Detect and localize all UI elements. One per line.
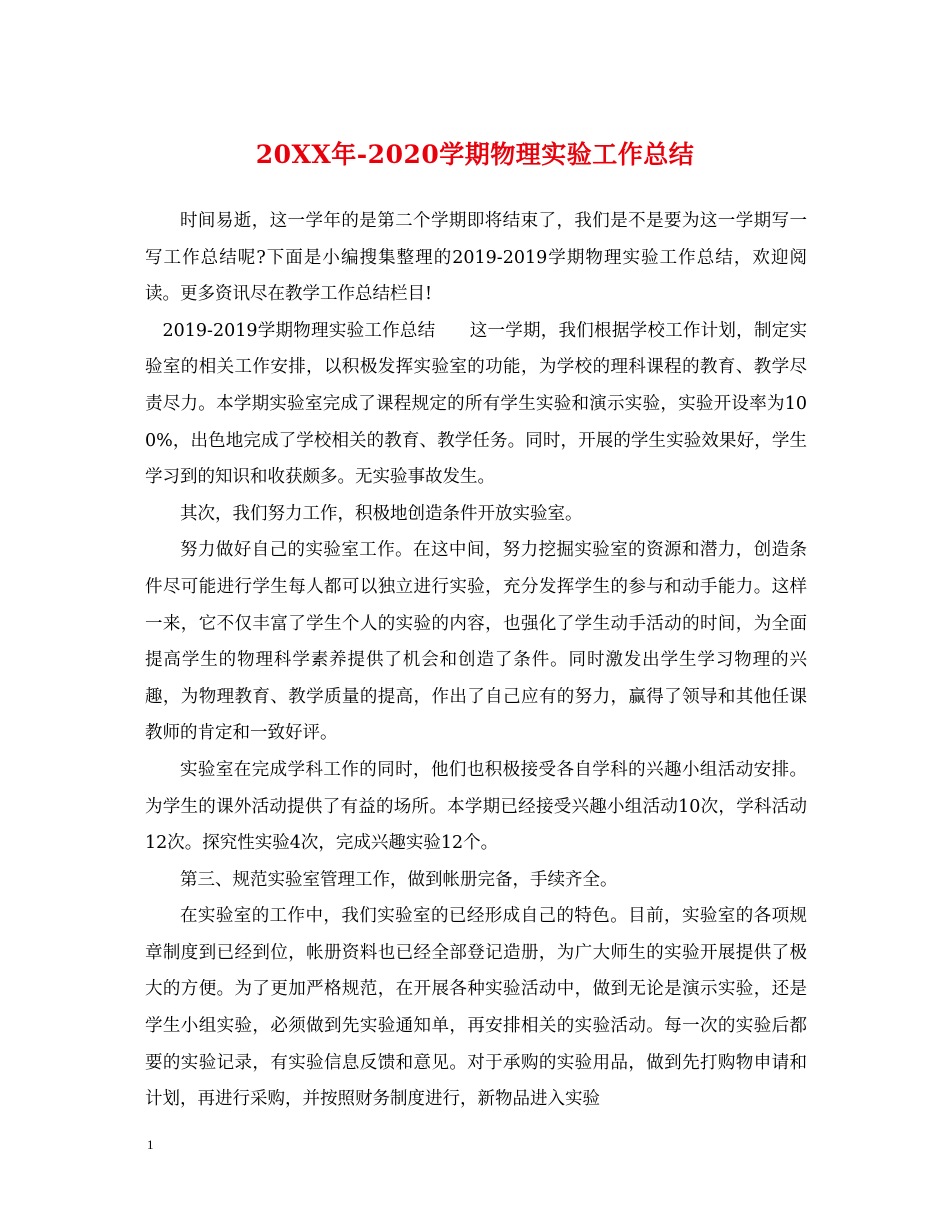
paragraph-management-details: 在实验室的工作中，我们实验室的已经形成自己的特色。目前，实验室的各项规章制度到已经到位，帐册资料也已经全部登记造册，为广大师生的实验开展提供了极大的方便。为了更加严格规范，在开展各种实验活动中，做到无论是演示实验，还是学生小组实验，必须做到先实验通知单，再安排相关的实验活动。每一次的实验后都要的实验记录，有实验信息反馈和意见。对于承购的实验用品，做到先打购物申请和计划，再进行采购，并按照财务制度进行，新物品进入实验 xyxy=(145,906,807,1110)
page-number: 1 xyxy=(147,1137,154,1152)
paragraph-management-heading: 第三、规范实验室管理工作，做到帐册完备，手续齐全。 xyxy=(180,869,618,890)
document-title: 20XX年-2020学期物理实验工作总结 xyxy=(255,140,695,169)
paragraph-section-intro xyxy=(145,313,807,496)
document-body xyxy=(145,203,807,1118)
section-continuation: 本学期实验室完成了课程规定的所有学生实验和演示实验，实验开设率为100%，出色地完成了学校相关的教育、教学任务。同时，开展的学生实验效果好，学生学习到的知识和收获颇多。无实验事故发生。 xyxy=(145,393,808,488)
paragraph-intro: 时间易逝，这一学年的是第二个学期即将结束了，我们是不是要为这一学期写一写工作总结呢?下面是小编搜集整理的2019-2019学期物理实验工作总结，欢迎阅读。更多资讯尽在教学工作总结栏目! xyxy=(145,211,807,305)
section-text: 这一学期，我们根据学校工作计划，制定实验室的相关工作安排，以积极发挥实验室的功能，为学校的理科课程的教育、教学尽责尽力。 xyxy=(145,320,807,414)
paragraph-open-lab: 其次，我们努力工作，积极地创造条件开放实验室。 xyxy=(180,503,583,524)
paragraph-lab-work: 努力做好自己的实验室工作。在这中间，努力挖掘实验室的资源和潜力，创造条件尽可能进行学生每人都可以独立进行实验，充分发挥学生的参与和动手能力。这样一来，它不仅丰富了学生个人的实验的内容，也强化了学生动手活动的时间，为全面提高学生的物理科学素养提供了机会和创造了条件。同时激发出学生学习物理的兴趣，为物理教育、教学质量的提高，作出了自己应有的努力，赢得了领导和其他任课教师的肯定和一致好评。 xyxy=(145,540,807,744)
paragraph-interest-groups: 实验室在完成学科工作的同时，他们也积极接受各自学科的兴趣小组活动安排。为学生的课外活动提供了有益的场所。本学期已经接受兴趣小组活动10次，学科活动12次。探究性实验4次，完成兴趣实验12个。 xyxy=(145,759,807,854)
section-heading: 2019-2019学期物理实验工作总结 xyxy=(162,320,436,341)
